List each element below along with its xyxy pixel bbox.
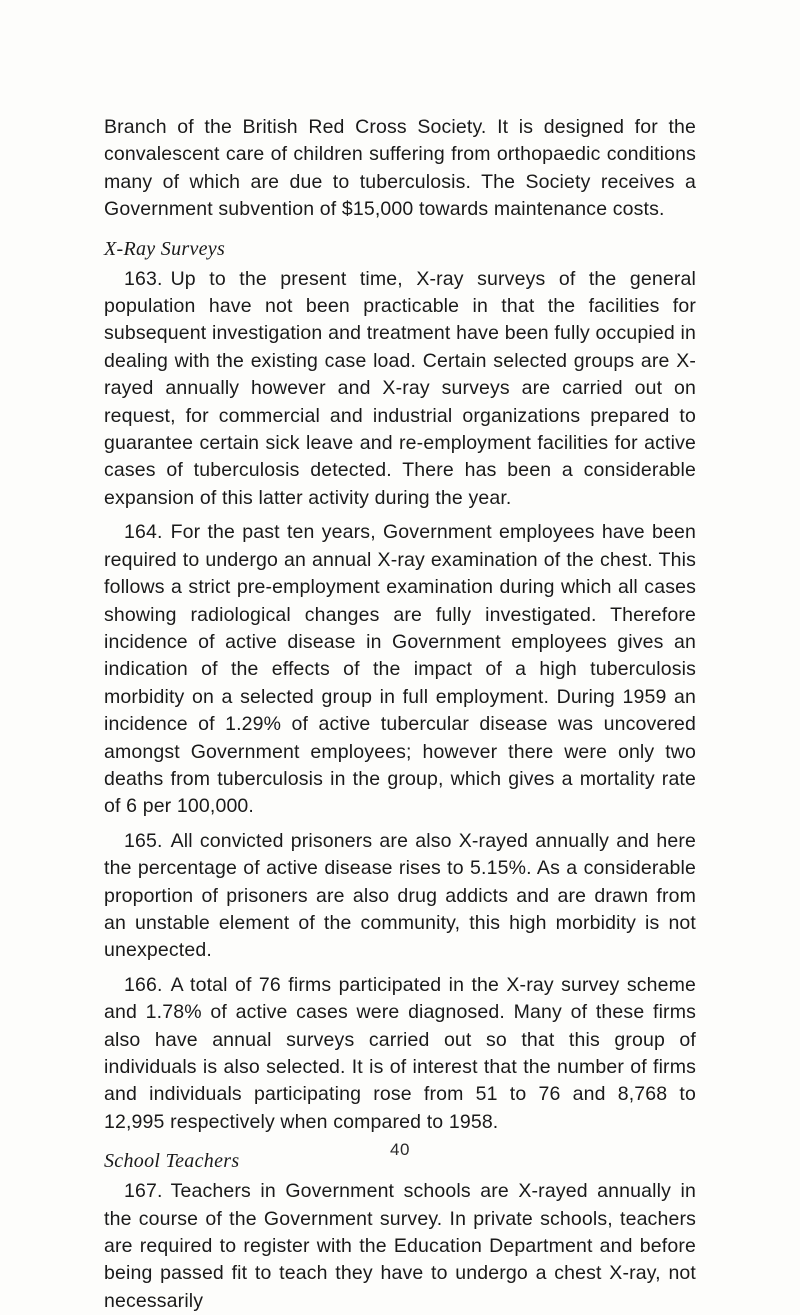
paragraph-text: All convicted prisoners are also X-rayed annually and here the percentage of active disease rises to 5.15%. As a considerable proportion of prisoners are also drug addicts and are drawn from an unstable element of the community, this high morbidity is not unexpected. — [104, 829, 696, 962]
page-body — [104, 114, 696, 1315]
paragraph-number: 164. — [124, 521, 163, 544]
paragraph-164 — [104, 519, 696, 820]
paragraph-number: 167. — [124, 1180, 163, 1203]
section-heading-school-teachers: School Teachers — [104, 1150, 240, 1173]
paragraph-number: 166. — [124, 973, 163, 996]
paragraph-163 — [104, 266, 696, 513]
paragraph-number: 165. — [124, 829, 163, 852]
paragraph-text: For the past ten years, Government employees have been required to undergo an annual X-ray examination of the chest. This follows a strict pre-employment examination during which all cases showing radiological changes are fully investigated. Therefore incidence of active disease in Government employees gives an indication of the effects of the impact of a high tuberculosis morbidity on a selected group in full employment. During 1959 an incidence of 1.29% of active tubercular disease was uncovered amongst Government employees; however there were only two deaths from tuberculosis in the group, which gives a mortality rate of 6 per 100,000. — [104, 521, 696, 818]
paragraph-text: Up to the present time, X-ray surveys of the general population have not been practicable in that the facilities for subsequent investigation and treatment have been fully occupied in dealing with the existing case load. Certain selected groups are X-rayed annually however and X-ray surveys are carried out on request, for commercial and industrial organizations prepared to guarantee certain sick leave and re-employment facilities for active cases of tuberculosis detected. There has been a considerable expansion of this latter activity during the year. — [104, 267, 696, 509]
page-number: 40 — [390, 1140, 410, 1159]
paragraph-number: 163. — [124, 267, 163, 290]
intro-paragraph: Branch of the British Red Cross Society. It is designed for the convalescent care of children suffering from orthopaedic conditions many of which are due to tuberculosis. The Society receives a Government subvention of $15,000 towards maintenance costs. — [104, 116, 696, 221]
section-heading-xray-surveys: X-Ray Surveys — [104, 237, 226, 260]
paragraph-text: Teachers in Government schools are X-rayed annually in the course of the Government survey. In private schools, teachers are required to register with the Education Department and before being passed fit to teach they have to undergo a chest X-ray, not necessarily — [104, 1180, 696, 1312]
paragraph-167 — [104, 1178, 696, 1315]
paragraph-165 — [104, 828, 696, 965]
paragraph-166 — [104, 972, 696, 1136]
paragraph-text: A total of 76 firms participated in the X-ray survey scheme and 1.78% of active cases were diagnosed. Many of these firms also have annual surveys carried out so that this group of individuals is also selected. It is of interest that the number of firms and individuals participating rose from 51 to 76 and 8,768 to 12,995 respectively when compared to 1958. — [104, 973, 696, 1133]
